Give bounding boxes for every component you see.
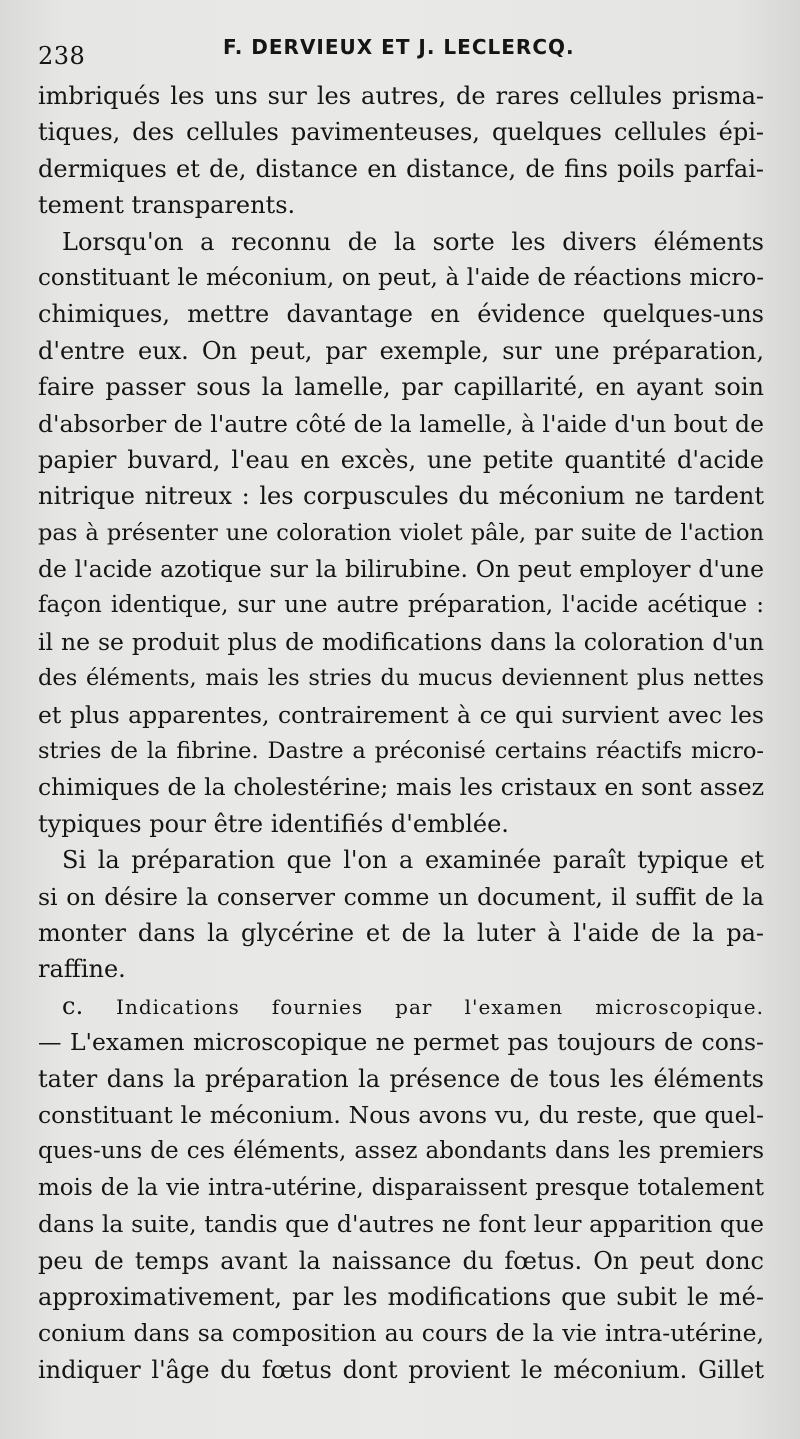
text-line: conium dans sa composition au cours de la vie intra-utérine, <box>38 1319 764 1348</box>
text-line: Lorsqu'on a reconnu de la sorte les divers éléments <box>62 227 764 256</box>
text-line: des éléments, mais les stries du mucus deviennent plus nettes <box>38 665 764 692</box>
text-line: façon identique, sur une autre préparation, l'acide acétique : <box>38 592 764 619</box>
section-heading <box>38 988 764 1024</box>
text-line: constituant le méconium, on peut, à l'aide de réactions micro- <box>38 264 764 291</box>
text-line: papier buvard, l'eau en excès, une petite quantité d'acide <box>38 445 764 474</box>
text-line: mois de la vie intra-utérine, disparaissent presque totalement <box>38 1174 764 1201</box>
section-title: Indications fournies par l'examen microscopique. <box>116 994 764 1019</box>
text-line: de l'acide azotique sur la bilirubine. On peut employer d'une <box>38 555 764 584</box>
page-number: 238 <box>38 42 86 70</box>
text-line: peu de temps avant la naissance du fœtus. On peut donc <box>38 1246 764 1275</box>
text-line: et plus apparentes, contrairement à ce qui survient avec les <box>38 700 764 729</box>
text-line: Si la préparation que l'on a examinée paraît typique et <box>62 846 764 875</box>
text-line: — L'examen microscopique ne permet pas toujours de cons- <box>38 1028 764 1057</box>
text-line: chimiques de la cholestérine; mais les cristaux en sont assez <box>38 773 764 802</box>
text-line: dermiques et de, distance en distance, de fins poils parfai- <box>38 154 764 183</box>
text-line: typiques pour être identifiés d'emblée. <box>38 809 509 838</box>
text-line: pas à présenter une coloration violet pâle, par suite de l'action <box>38 519 764 546</box>
body-text <box>38 78 764 1388</box>
text-line: approximativement, par les modifications que subit le mé- <box>38 1282 764 1311</box>
page-header <box>38 30 758 70</box>
text-line: d'entre eux. On peut, par exemple, sur une préparation, <box>38 336 764 365</box>
text-line: nitrique nitreux : les corpuscules du méconium ne tardent <box>38 482 764 511</box>
text-line: tater dans la préparation la présence de tous les éléments <box>38 1064 764 1093</box>
text-line: monter dans la glycérine et de la luter à l'aide de la pa- <box>38 918 764 947</box>
text-line: faire passer sous la lamelle, par capillarité, en ayant soin <box>38 373 764 402</box>
text-line: constituant le méconium. Nous avons vu, du reste, que quel- <box>38 1100 764 1129</box>
text-line: si on désire la conserver comme un document, il suffit de la <box>38 882 764 911</box>
text-line: dans la suite, tandis que d'autres ne font leur apparition que <box>38 1210 764 1239</box>
text-line: stries de la fibrine. Dastre a préconisé certains réactifs micro- <box>38 738 764 765</box>
text-line: imbriqués les uns sur les autres, de rares cellules prisma- <box>38 82 764 110</box>
section-letter: c. <box>62 991 84 1020</box>
text-line: d'absorber de l'autre côté de la lamelle, à l'aide d'un bout de <box>38 409 764 438</box>
text-line: ques-uns de ces éléments, assez abondants dans les premiers <box>38 1138 764 1165</box>
text-line: il ne se produit plus de modifications dans la coloration d'un <box>38 627 764 656</box>
text-line: chimiques, mettre davantage en évidence quelques-uns <box>38 300 764 329</box>
text-line: tiques, des cellules pavimenteuses, quelques cellules épi- <box>38 118 764 147</box>
text-line: indiquer l'âge du fœtus dont provient le méconium. Gillet <box>38 1355 764 1384</box>
text-line: tement transparents. <box>38 191 296 220</box>
running-head: F. DERVIEUX ET J. LECLERCQ. <box>223 35 575 59</box>
text-line: raffine. <box>38 955 126 984</box>
